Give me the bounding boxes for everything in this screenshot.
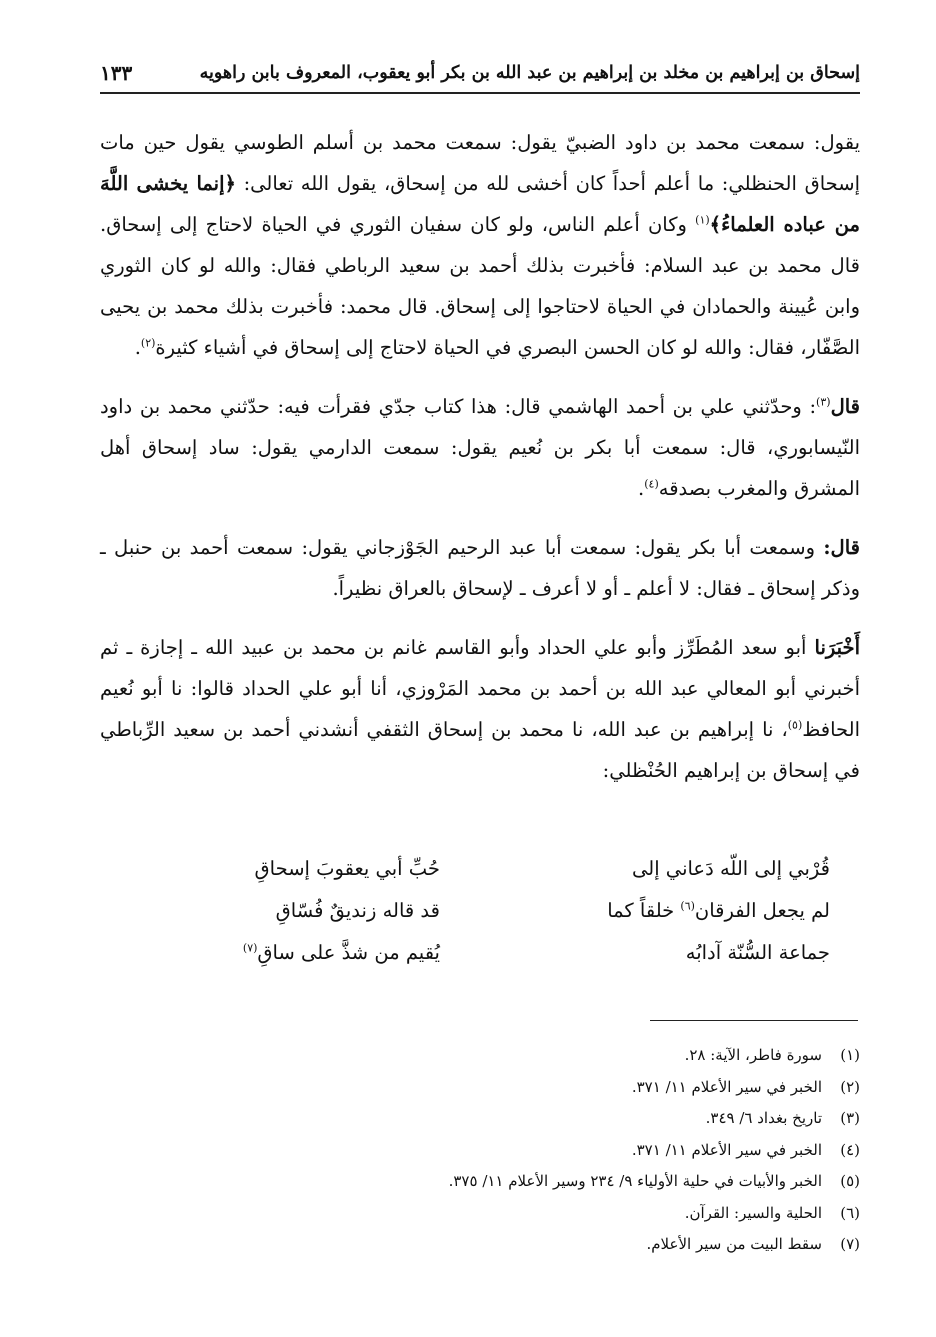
footnote-number: (٦) xyxy=(840,1203,860,1222)
text-run: لم يجعل الفرقان xyxy=(694,899,830,922)
footnote-text: الخبر في سير الأعلام ١١/ ٣٧١. xyxy=(631,1140,822,1159)
footnote xyxy=(100,1072,860,1104)
text-run: . xyxy=(134,336,141,359)
footnote-number: (٢) xyxy=(840,1077,860,1096)
footnote xyxy=(100,1040,860,1072)
verse-first-half xyxy=(607,890,830,932)
footnote-text: تاريخ بغداد ٦/ ٣٤٩. xyxy=(705,1109,822,1127)
verse-second-half xyxy=(243,932,440,974)
poem xyxy=(100,848,860,974)
footnotes xyxy=(100,1040,860,1261)
footnote xyxy=(100,1166,860,1198)
text-run: . xyxy=(638,477,645,500)
text-run: خلقاً كما xyxy=(607,899,681,922)
poem-verse xyxy=(100,848,860,890)
poem-verse xyxy=(100,890,860,932)
footnote-text: سقط البيت من سير الأعلام. xyxy=(646,1235,822,1253)
footnote-ref-7: (٧) xyxy=(242,941,258,955)
text-run: أبو سعد المُطَرِّز وأبو علي الحداد وأبو القاسم غانم بن محمد بن عبيد الله ـ إجازة ـ ثم أخبرني أبو المعالي عبد الله بن أحمد بن محمد المَرْوزي، أنا أبو علي الحداد قالوا: نا أبو نُعيم الحافظ xyxy=(100,636,860,741)
footnote-text: الخبر في سير الأعلام ١١/ ٣٧١. xyxy=(631,1077,822,1096)
footnote xyxy=(100,1135,860,1167)
footnote-ref-2: (٢) xyxy=(140,336,156,350)
verse-first-half: جماعة السُّنّة آدابُه xyxy=(685,941,830,964)
footnote-text: الحلية والسير: القرآن. xyxy=(684,1203,822,1222)
footnote xyxy=(100,1103,860,1135)
running-header xyxy=(100,58,860,94)
quran-verse: ﴿إنما يخشى اللَّهَ من عباده العلماءُ﴾ xyxy=(100,172,860,236)
poem-verse xyxy=(100,932,860,974)
footnote-ref-6: (٦) xyxy=(680,899,695,913)
lead-word: أَخْبَرَنا xyxy=(814,636,860,659)
footnote-number: (٧) xyxy=(840,1235,860,1253)
text-run: يقول: سمعت محمد بن داود الضبيّ يقول: سمعت محمد بن أسلم الطوسي يقول حين مات إسحاق الحنظلي: ما أعلم أحداً كان أخشى لله من إسحاق، يقول الله تعالى: xyxy=(100,131,860,195)
text-run: وكان أعلم الناس، ولو كان سفيان الثوري في الحياة لاحتاج إلى إسحاق. قال محمد بن عبد السلام: فأخبرت بذلك أحمد بن سعيد الرباطي فقال: والله لو كان الثوري وابن عُيينة والحمادان في الحياة لاحتاجوا إلى إسحاق. قال محمد: فأخبرت بذلك محمد بن يحيى الصَّفّار، فقال: والله لو كان الحسن البصري في الحياة لاحتاج إلى إسحاق في أشياء كثيرة xyxy=(100,213,860,359)
verse-second-half: حُبِّ أبي يعقوبَ إسحاقِ xyxy=(254,857,440,880)
verse-first-half: قُرْبي إلى اللّه دَعاني إلى xyxy=(632,857,830,880)
paragraph-3 xyxy=(100,527,860,609)
footnote-number: (٥) xyxy=(840,1172,860,1190)
paragraph-2 xyxy=(100,386,860,509)
header-title: إسحاق بن إبراهيم بن مخلد بن إبراهيم بن عبد الله بن بكر أبو يعقوب، المعروف بابن راهويه xyxy=(199,63,860,83)
footnote xyxy=(100,1229,860,1261)
footnote-number: (٣) xyxy=(840,1109,860,1127)
text-run: ، نا إبراهيم بن عبد الله، نا محمد بن إسحاق الثقفي أنشدني أحمد بن سعيد الرِّباطي في إسحاق بن إبراهيم الحُنْظلي: xyxy=(100,718,860,782)
paragraph-4 xyxy=(100,627,860,791)
footnote-text: سورة فاطر، الآية: ٢٨. xyxy=(684,1046,822,1064)
footnote-number: (١) xyxy=(840,1046,860,1064)
verse-second-half: قد قاله زنديقٌ فُسّاقِ xyxy=(275,899,440,922)
lead-word: قال: xyxy=(823,536,860,559)
footnote-number: (٤) xyxy=(840,1140,860,1159)
footnote xyxy=(100,1198,860,1230)
footnote-ref-5: (٥) xyxy=(787,718,803,732)
lead-word: قال xyxy=(830,395,860,418)
footnote-ref-3: (٣) xyxy=(816,395,831,409)
text-run: : وحدّثني علي بن أحمد الهاشمي قال: هذا كتاب جدّي فقرأت فيه: حدّثني محمد بن داود النّيسابوري، قال: سمعت أبا بكر بن نُعيم يقول: سمعت الدارمي يقول: ساد إسحاق أهل المشرق والمغرب بصدقه xyxy=(100,395,860,500)
footnote-separator xyxy=(650,1020,858,1021)
footnote-text: الخبر والأبيات في حلية الأولياء ٩/ ٢٣٤ وسير الأعلام ١١/ ٣٧٥. xyxy=(448,1172,822,1190)
footnote-ref-1: (١) xyxy=(695,213,710,227)
text-run: وسمعت أبا بكر يقول: سمعت أبا عبد الرحيم الجَوْزجاني يقول: سمعت أحمد بن حنبل ـ وذكر إسحاق ـ فقال: لا أعلم ـ أو لا أعرف ـ لإسحاق بالعراق نظيراً. xyxy=(100,536,860,600)
footnote-ref-4: (٤) xyxy=(644,477,659,491)
main-text xyxy=(100,122,860,809)
page-number: ١٣٣ xyxy=(100,61,133,85)
text-run: يُقيم من شذَّ على ساقِ xyxy=(257,941,440,964)
paragraph-1 xyxy=(100,122,860,368)
